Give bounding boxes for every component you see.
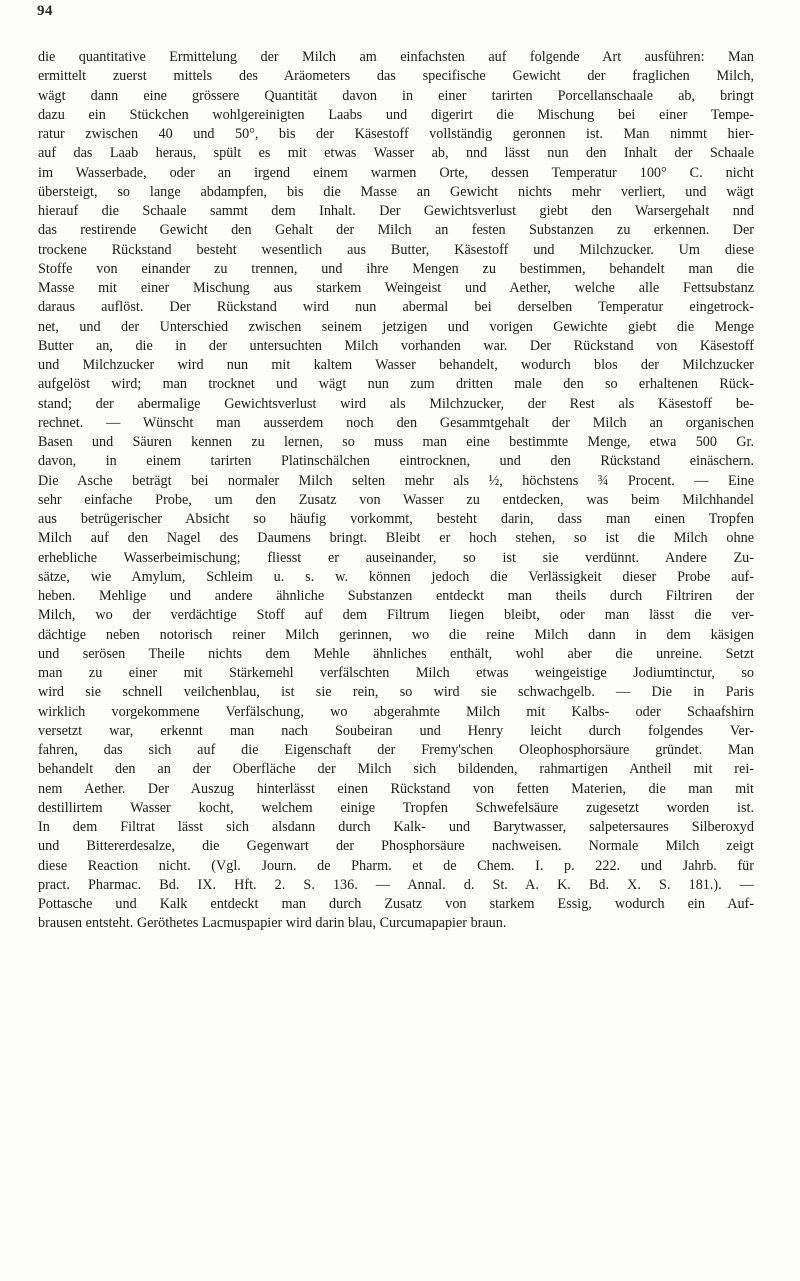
text-line: sehr einfache Probe, um den Zusatz von Wasser zu entdecken, was beim Milchhandel <box>38 491 754 508</box>
text-line: Basen und Säuren kennen zu lernen, so muss man eine bestimmte Menge, etwa 500 Gr. <box>38 434 754 450</box>
text-line: brausen entsteht. Geröthetes Lacmuspapier wird darin blau, Curcumapapier braun. <box>38 915 507 932</box>
text-line: aufgelöst wird; man trocknet und wägt nun zum dritten male den so erhaltenen Rück- <box>38 376 754 393</box>
text-line: aus betrügerischer Absicht so häufig vorkommt, besteht darin, dass man einen Tropfen <box>38 511 754 527</box>
text-line: und Bittererdesalze, die Gegenwart der Phosphorsäure nachweisen. Normale Milch zeigt <box>38 838 754 855</box>
text-line: wägt dann eine grössere Quantität davon in einer tarirten Porcellanschaale ab, bringt <box>38 87 754 104</box>
text-line: stand; der abermalige Gewichtsverlust wird als Milchzucker, der Rest als Käsestoff be- <box>38 395 754 412</box>
text-line: fahren, das sich auf die Eigenschaft der Fremy'schen Oleophosphorsäure gründet. Man <box>38 742 754 758</box>
text-line: Milch, wo der verdächtige Stoff auf dem Filtrum liegen bleibt, oder man lässt die ver- <box>38 607 754 624</box>
text-line: hierauf die Schaale sammt dem Inhalt. Der Gewichtsverlust giebt den Warsergehalt nnd <box>38 203 754 219</box>
text-line: Masse mit einer Mischung aus starkem Weingeist und Aether, welche alle Fettsubstanz <box>38 280 754 296</box>
text-line: auf das Laab heraus, spült es mit etwas Wasser ab, nnd lässt nun den Inhalt der Schaale <box>38 145 754 162</box>
text-line: übersteigt, so lange abdampfen, bis die Masse an Gewicht nichts mehr verliert, und wägt <box>38 183 754 200</box>
text-line: dächtige neben notorisch reiner Milch gerinnen, wo die reine Milch dann in dem käsigen <box>38 626 754 643</box>
text-line: nem Aether. Der Auszug hinterlässt einen Rückstand von fetten Materien, die man mit <box>38 780 754 797</box>
text-line: im Wasserbade, oder an irgend einem warmen Orte, dessen Temperatur 100° C. nicht <box>38 164 754 181</box>
text-line: destillirtem Wasser kocht, welchem einige Tropfen Schwefelsäure zugesetzt worden ist. <box>38 799 754 816</box>
text-line: behandelt den an der Oberfläche der Milch sich bildenden, rahmartigen Antheil mit rei- <box>38 761 754 778</box>
text-line: versetzt war, erkennt man nach Soubeiran und Henry leicht durch folgendes Ver- <box>38 722 754 739</box>
text-line: das restirende Gewicht den Gehalt der Milch an festen Substanzen zu erkennen. Der <box>38 222 754 239</box>
text-line: Pottasche und Kalk entdeckt man durch Zusatz von starkem Essig, wodurch ein Auf- <box>38 896 754 912</box>
text-line: pract. Pharmac. Bd. IX. Hft. 2. S. 136. — Annal. d. St. A. K. Bd. X. S. 181.). — <box>38 876 754 893</box>
text-line: wirklich vorgekommene Verfälschung, wo abgerahmte Milch mit Kalbs- oder Schaafshirn <box>38 703 754 720</box>
text-line: erhebliche Wasserbeimischung; fliesst er auseinander, so ist sie verdünnt. Andere Zu- <box>38 549 754 566</box>
text-line: Butter an, die in der untersuchten Milch vorhanden war. Der Rückstand von Käsestoff <box>38 337 754 354</box>
text-line: ratur zwischen 40 und 50°, bis der Käsestoff vollständig geronnen ist. Man nimmt hier- <box>38 126 754 142</box>
text-line: rechnet. — Wünscht man ausserdem noch den Gesammtgehalt der Milch an organischen <box>38 414 754 431</box>
text-line: dazu ein Stückchen wohlgereinigten Laabs und digerirt die Mischung bei einer Tempe- <box>38 106 754 123</box>
text-line: In dem Filtrat lässt sich alsdann durch Kalk- und Barytwasser, salpetersaures Silberoxyd <box>38 819 754 835</box>
text-line: Die Asche beträgt bei normaler Milch selten mehr als ½, höchstens ¾ Procent. — Eine <box>38 472 754 489</box>
text-line: trockene Rückstand besteht wesentlich aus Butter, Käsestoff und Milchzucker. Um diese <box>38 241 754 258</box>
text-line: ermittelt zuerst mittels des Aräometers das specifische Gewicht der fraglichen Milch, <box>38 68 754 85</box>
text-line: daraus auflöst. Der Rückstand wird nun abermal bei derselben Temperatur eingetrock- <box>38 299 754 316</box>
text-line: man zu einer mit Stärkemehl verfälschten Milch etwas weingeistige Jodiumtinctur, so <box>38 665 754 681</box>
text-line: davon, in einem tarirten Platinschälchen eintrocknen, und den Rückstand einäschern. <box>38 453 754 470</box>
text-line: diese Reaction nicht. (Vgl. Journ. de Pharm. et de Chem. I. p. 222. und Jahrb. für <box>38 857 754 874</box>
text-line: und Milchzucker wird nun mit kaltem Wasser behandelt, wodurch blos der Milchzucker <box>38 357 754 373</box>
body-text <box>38 48 754 934</box>
text-line: Stoffe von einander zu trennen, und ihre Mengen zu bestimmen, behandelt man die <box>38 260 754 277</box>
text-line: sätze, wie Amylum, Schleim u. s. w. können jedoch die Verlässigkeit dieser Probe auf- <box>38 568 754 585</box>
text-line: wird sie schnell veilchenblau, ist sie rein, so wird sie schwachgelb. — Die in Paris <box>38 684 754 701</box>
page-number: 94 <box>37 3 53 19</box>
text-line: und serösen Theile nichts dem Mehle ähnliches enthält, wohl aber die unreine. Setzt <box>38 645 754 662</box>
text-line: Milch auf den Nagel des Daumens bringt. Bleibt er hoch stehen, so ist die Milch ohne <box>38 530 754 547</box>
text-line: heben. Mehlige und andere ähnliche Substanzen entdeckt man theils durch Filtriren der <box>38 588 754 604</box>
text-line: net, und der Unterschied zwischen seinem jetzigen und vorigen Gewichte giebt die Menge <box>38 318 754 335</box>
text-line: die quantitative Ermittelung der Milch am einfachsten auf folgende Art ausführen: Man <box>38 49 754 65</box>
